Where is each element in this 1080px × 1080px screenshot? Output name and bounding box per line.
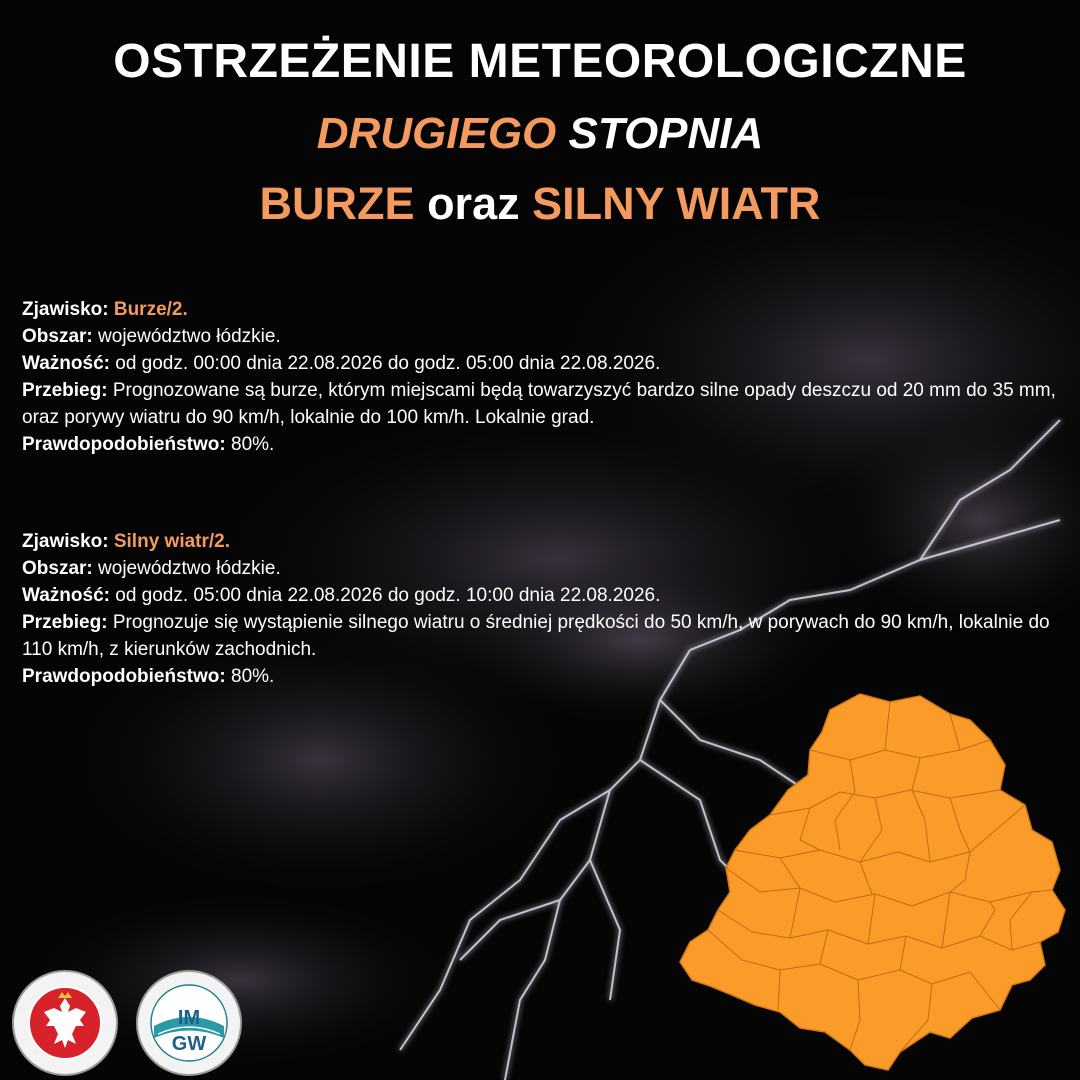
- header-title: [0, 35, 1080, 88]
- warning-course-row: [22, 377, 1062, 431]
- phenomenon-label: Zjawisko:: [22, 299, 109, 320]
- probability-value: 80%.: [231, 666, 275, 687]
- voivodeship-seal-logo: [10, 968, 120, 1078]
- area-value: województwo łódzkie.: [98, 558, 281, 579]
- header-conjunction: oraz: [427, 178, 520, 229]
- warning-area-row: [22, 555, 1062, 582]
- probability-label: Prawdopodobieństwo:: [22, 666, 226, 687]
- area-label: Obszar:: [22, 326, 93, 347]
- header-phenomena: [0, 178, 1080, 229]
- phenomenon-value: Burze/2.: [113, 299, 188, 320]
- warning-phenomenon-row: [22, 528, 1062, 555]
- header-degree-word: DRUGIEGO: [316, 109, 557, 158]
- header-line1: OSTRZEŻENIE METEOROLOGICZNE: [113, 35, 967, 88]
- validity-label: Ważność:: [22, 585, 110, 606]
- phenomenon-label: Zjawisko:: [22, 531, 109, 552]
- area-value: województwo łódzkie.: [98, 326, 281, 347]
- header-phenomenon-wind: SILNY WIATR: [532, 178, 821, 229]
- warning-validity-row: [22, 350, 1062, 377]
- phenomenon-value: Silny wiatr/2.: [113, 531, 231, 552]
- voivodeship-outline: [680, 694, 1065, 1070]
- imgw-logo: [134, 968, 244, 1078]
- course-label: Przebieg:: [22, 380, 108, 401]
- header-degree: [0, 109, 1080, 158]
- header-degree-suffix: STOPNIA: [568, 109, 764, 158]
- warning-probability-row: [22, 431, 1062, 458]
- warning-storms: [22, 296, 1062, 458]
- area-label: Obszar:: [22, 558, 93, 579]
- course-label: Przebieg:: [22, 612, 108, 633]
- validity-value: od godz. 00:00 dnia 22.08.2026 do godz. 05:00 dnia 22.08.2026.: [115, 353, 661, 374]
- warning-wind: [22, 528, 1062, 690]
- imgw-top-text: IM: [177, 1007, 201, 1029]
- probability-value: 80%.: [231, 434, 275, 455]
- header-phenomenon-storms: BURZE: [259, 178, 415, 229]
- validity-value: od godz. 05:00 dnia 22.08.2026 do godz. 10:00 dnia 22.08.2026.: [115, 585, 661, 606]
- warning-area-row: [22, 323, 1062, 350]
- course-value: Prognozowane są burze, którym miejscami będą towarzyszyć bardzo silne opady deszczu od 20 mm do 35 mm, oraz porywy wiatru do 90 km/h, lokalnie do 100 km/h. Lokalnie grad.: [22, 380, 1056, 428]
- warning-validity-row: [22, 582, 1062, 609]
- probability-label: Prawdopodobieństwo:: [22, 434, 226, 455]
- region-map: [660, 680, 1080, 1080]
- validity-label: Ważność:: [22, 353, 110, 374]
- warning-phenomenon-row: [22, 296, 1062, 323]
- warning-course-row: [22, 609, 1062, 663]
- imgw-bottom-text: GW: [171, 1033, 207, 1055]
- course-value: Prognozuje się wystąpienie silnego wiatru o średniej prędkości do 50 km/h, w porywach do 90 km/h, lokalnie do 110 km/h, z kierunków zachodnich.: [22, 612, 1050, 660]
